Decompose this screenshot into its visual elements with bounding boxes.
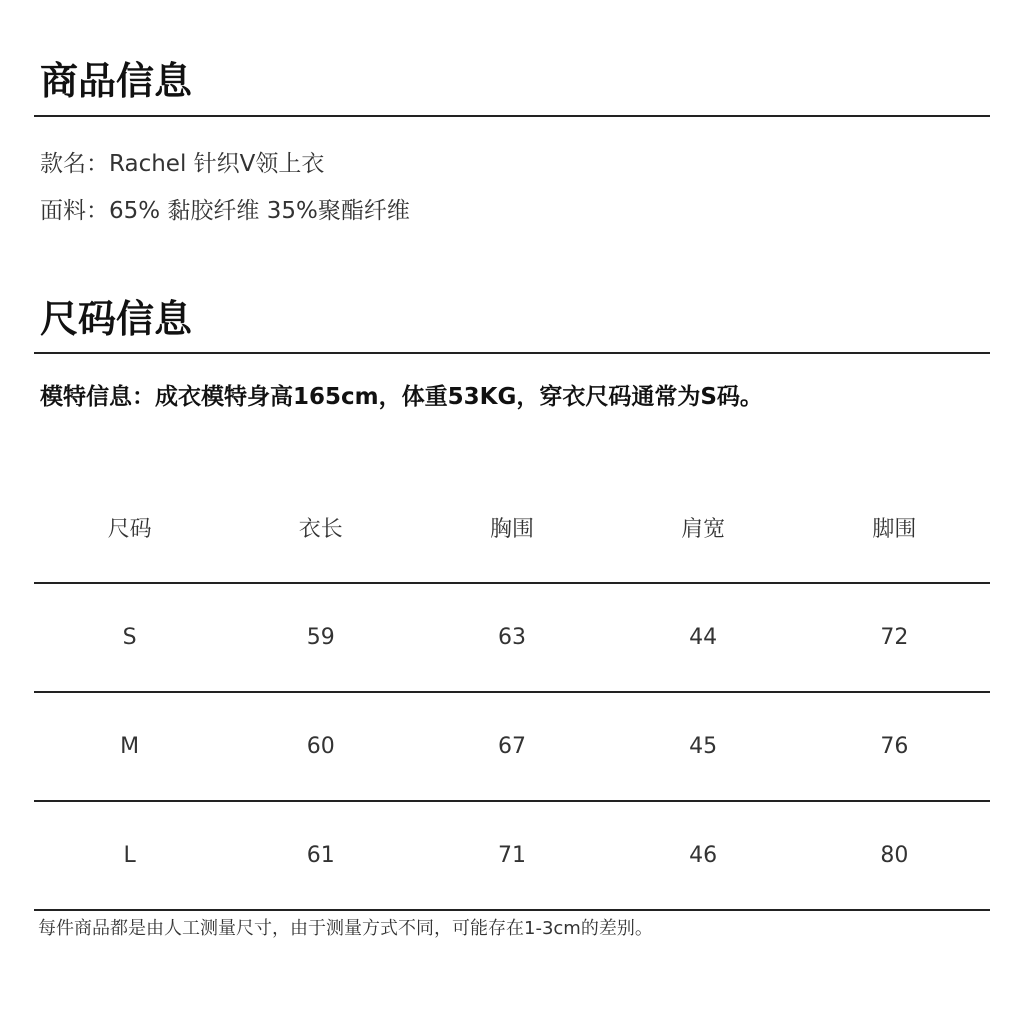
table-cell: 76	[880, 734, 909, 759]
table-cell: 67	[497, 734, 526, 759]
header-length: 衣长	[298, 516, 343, 542]
table-row	[34, 802, 990, 911]
table-cell: 44	[689, 625, 718, 650]
table-cell: 72	[880, 625, 909, 650]
header-bust: 胸围	[489, 516, 534, 542]
table-cell: L	[123, 843, 136, 868]
model-info-text: 模特信息：成衣模特身高165cm，体重53KG，穿衣尺码通常为S码。	[40, 384, 763, 410]
table-row	[34, 584, 990, 693]
header-size: 尺码	[107, 516, 152, 542]
table-cell: M	[120, 734, 140, 759]
header-hem: 脚围	[872, 516, 917, 542]
header-shoulder: 肩宽	[681, 516, 726, 542]
table-cell: 80	[880, 843, 909, 868]
table-cell: 63	[497, 625, 526, 650]
table-cell: 71	[497, 843, 526, 868]
size-table	[34, 474, 990, 911]
table-cell: 60	[306, 734, 335, 759]
table-cell: S	[122, 625, 137, 650]
table-row	[34, 693, 990, 802]
fabric-text: 面料：65% 黏胶纤维 35%聚酯纤维	[40, 198, 410, 224]
table-cell: 61	[306, 843, 335, 868]
table-cell: 46	[689, 843, 718, 868]
product-info-divider	[34, 115, 990, 117]
size-info-divider	[34, 352, 990, 354]
style-name-text: 款名：Rachel 针织V领上衣	[40, 151, 325, 177]
size-table-header	[34, 474, 990, 584]
table-cell: 45	[689, 734, 718, 759]
product-info-title: 商品信息	[40, 59, 193, 103]
table-cell: 59	[306, 625, 335, 650]
size-info-title: 尺码信息	[40, 297, 193, 341]
measurement-footnote: 每件商品都是由人工测量尺寸，由于测量方式不同，可能存在1-3cm的差别。	[38, 918, 653, 939]
